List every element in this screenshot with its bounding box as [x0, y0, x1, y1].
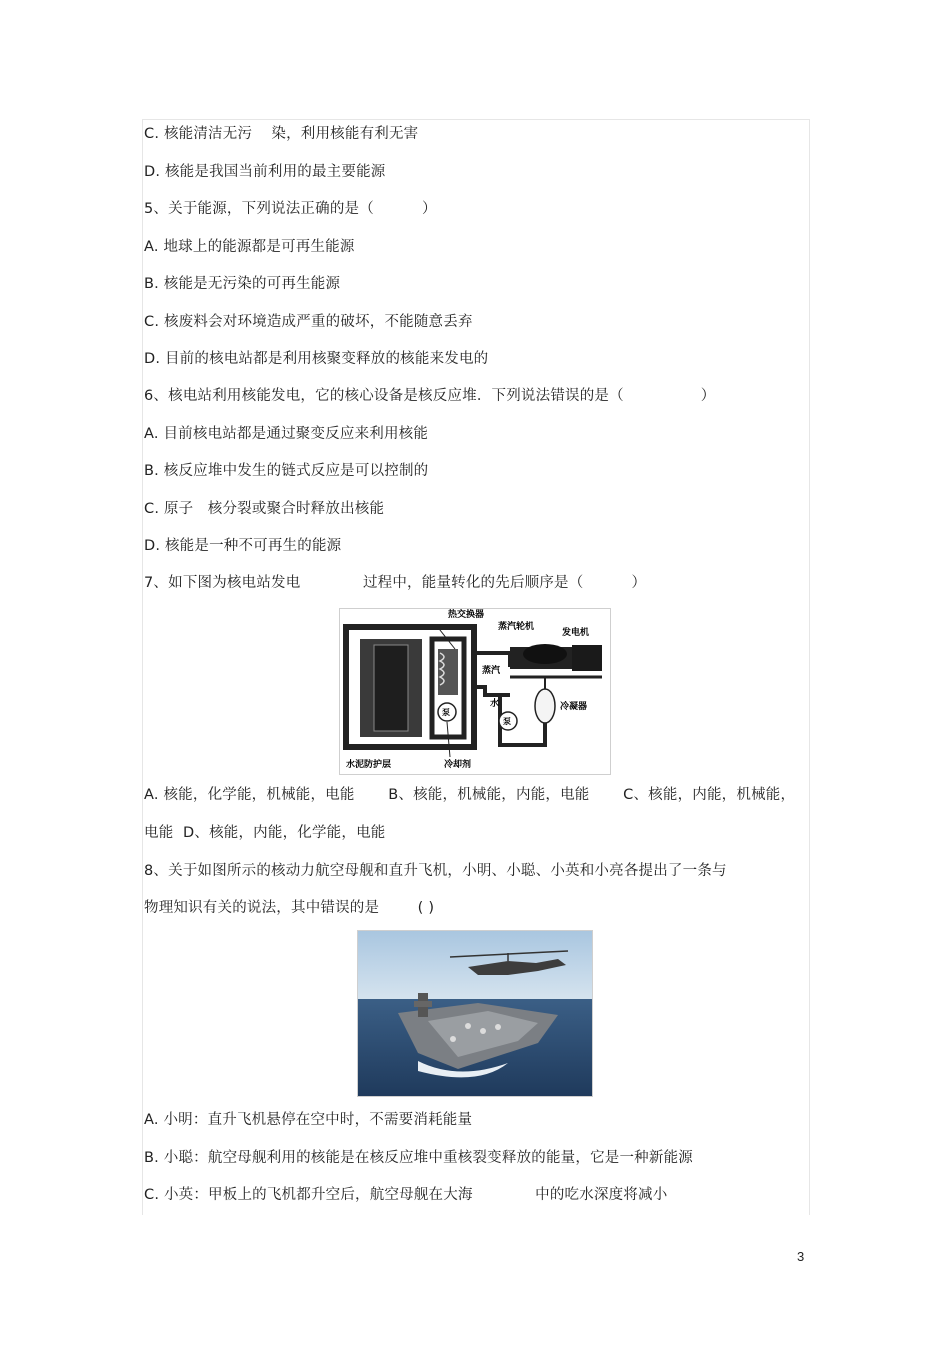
question-8-line1: 8、关于如图所示的核动力航空母舰和直升飞机，小明、小聪、小英和小亮各提出了一条与 [144, 863, 727, 879]
options-7-line1: A. 核能，化学能，机械能，电能 B、核能，机械能，内能，电能 C、核能，内能，机械能， [144, 787, 796, 803]
option-6c: C. 原子 核分裂或聚合时释放出核能 [144, 501, 385, 517]
page-number: 3 [797, 1249, 805, 1264]
question-6: 6、核电站利用核能发电，它的核心设备是核反应堆．下列说法错误的是（ ） [144, 388, 716, 404]
option-5a: A. 地球上的能源都是可再生能源 [144, 239, 355, 255]
label-steam: 蒸汽 [482, 666, 501, 676]
label-turbine: 蒸汽轮机 [498, 622, 535, 632]
option-6a: A. 目前核电站都是通过聚变反应来利用核能 [144, 426, 429, 442]
label-heat-exchanger: 热交换器 [448, 610, 485, 620]
option-8a: A. 小明：直升飞机悬停在空中时，不需要消耗能量 [144, 1112, 473, 1128]
question-8-line2: 物理知识有关的说法，其中错误的是 ( ) [144, 900, 435, 916]
option-5b: B. 核能是无污染的可再生能源 [144, 276, 341, 292]
label-pump-2: 泵 [503, 717, 511, 726]
option-6d: D. 核能是一种不可再生的能源 [144, 538, 342, 554]
option-8c: C. 小英：甲板上的飞机都升空后，航空母舰在大海 中的吃水深度将减小 [144, 1187, 668, 1203]
option-4c: C. 核能清洁无污 染，利用核能有利无害 [144, 126, 419, 142]
nuclear-plant-diagram [339, 608, 611, 775]
question-5: 5、关于能源，下列说法正确的是（ ） [144, 201, 437, 217]
label-pump-1: 泵 [442, 708, 450, 717]
label-water: 水 [490, 699, 500, 709]
question-7: 7、如下图为核电站发电 过程中，能量转化的先后顺序是（ ） [144, 575, 647, 591]
aircraft-carrier-photo [357, 930, 593, 1097]
options-7-line2: 电能 D、核能，内能，化学能，电能 [144, 825, 386, 841]
option-6b: B. 核反应堆中发生的链式反应是可以控制的 [144, 463, 429, 479]
label-coolant: 冷却剂 [444, 760, 472, 770]
label-generator: 发电机 [562, 628, 590, 638]
option-5d: D. 目前的核电站都是利用核聚变释放的核能来发电的 [144, 351, 489, 367]
option-5c: C. 核废料会对环境造成严重的破坏，不能随意丢弃 [144, 314, 473, 330]
label-concrete-shield: 水泥防护层 [346, 760, 392, 770]
option-8b: B. 小聪：航空母舰利用的核能是在核反应堆中重核裂变释放的能量，它是一种新能源 [144, 1150, 693, 1166]
option-4d: D. 核能是我国当前利用的最主要能源 [144, 164, 386, 180]
label-condenser: 冷凝器 [560, 702, 588, 712]
